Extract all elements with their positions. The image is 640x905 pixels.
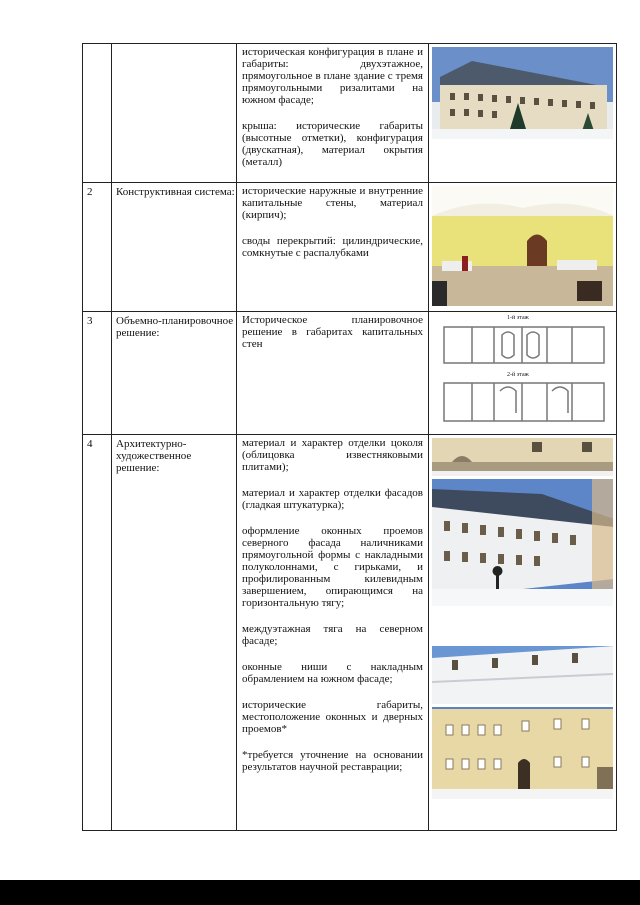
row-description-cell xyxy=(237,312,429,435)
description-text: оконные ниши с накладным обрамлением на южном фасаде; xyxy=(242,661,423,685)
description-text: Историческое планировочное решение в габаритах капитальных стен xyxy=(242,314,423,350)
building-exterior-photo xyxy=(432,47,613,139)
description-text: оформление оконных проемов северного фасада наличниками прямоугольной формы с накладными полуколоннами, с гирьками, и профилированным килевидным завершением, опирающимся на горизонтальную тягу; xyxy=(242,525,423,609)
row-photo-cell xyxy=(429,44,617,183)
table-row xyxy=(83,435,617,831)
row-number-cell: 2 xyxy=(83,183,112,312)
description-text: материал и характер отделки фасадов (гладкая штукатурка); xyxy=(242,487,423,511)
row-number-cell: 3 xyxy=(83,312,112,435)
plan-label: 1-й этаж xyxy=(507,315,529,321)
description-text: междуэтажная тяга на северном фасаде; xyxy=(242,623,423,647)
row-description-cell xyxy=(237,435,429,831)
row-name-cell: Архитектурно-художественное решение: xyxy=(112,435,237,831)
plan-label: 2-й этаж xyxy=(507,372,529,378)
description-text: исторические габариты, местоположение оконных и дверных проемов* xyxy=(242,699,423,735)
scan-bottom-border xyxy=(0,880,640,905)
row-photo-cell xyxy=(429,435,617,831)
row-number-cell xyxy=(83,44,112,183)
row-photo-cell xyxy=(429,183,617,312)
description-text: *требуется уточнение на основании результатов научной реставрации; xyxy=(242,749,423,773)
floor-plans-drawing xyxy=(432,315,613,430)
description-text: исторические наружные и внутренние капитальные стены, материал (кирпич); xyxy=(242,185,423,221)
row-plan-cell xyxy=(429,312,617,435)
row-description-cell xyxy=(237,183,429,312)
interfloor-cornice-photo xyxy=(432,646,613,704)
row-name-cell xyxy=(112,44,237,183)
table-row xyxy=(83,183,617,312)
description-text: материал и характер отделки цоколя (облицовка известняковыми плитами); xyxy=(242,437,423,473)
north-facade-photo xyxy=(432,479,613,606)
row-name-cell: Объемно-планировочное решение: xyxy=(112,312,237,435)
table-row xyxy=(83,312,617,435)
description-text: историческая конфигурация в плане и габариты: двухэтажное, прямоугольное в плане здание с тремя прямоугольными ризалитами на южном фасаде; xyxy=(242,46,423,106)
table-row xyxy=(83,44,617,183)
plinth-photo xyxy=(432,438,613,476)
description-text: своды перекрытий: цилиндрические, сомкнутые с распалубками xyxy=(242,235,423,259)
vaulted-interior-photo xyxy=(432,186,613,306)
row-number-cell: 4 xyxy=(83,435,112,831)
monument-features-table xyxy=(82,43,617,831)
row-description-cell xyxy=(237,44,429,183)
description-text: крыша: исторические габариты (высотные отметки), конфигурация (двускатная), материал окрытия (металл) xyxy=(242,120,423,168)
row-name-cell: Конструктивная система: xyxy=(112,183,237,312)
south-facade-photo xyxy=(432,707,613,799)
